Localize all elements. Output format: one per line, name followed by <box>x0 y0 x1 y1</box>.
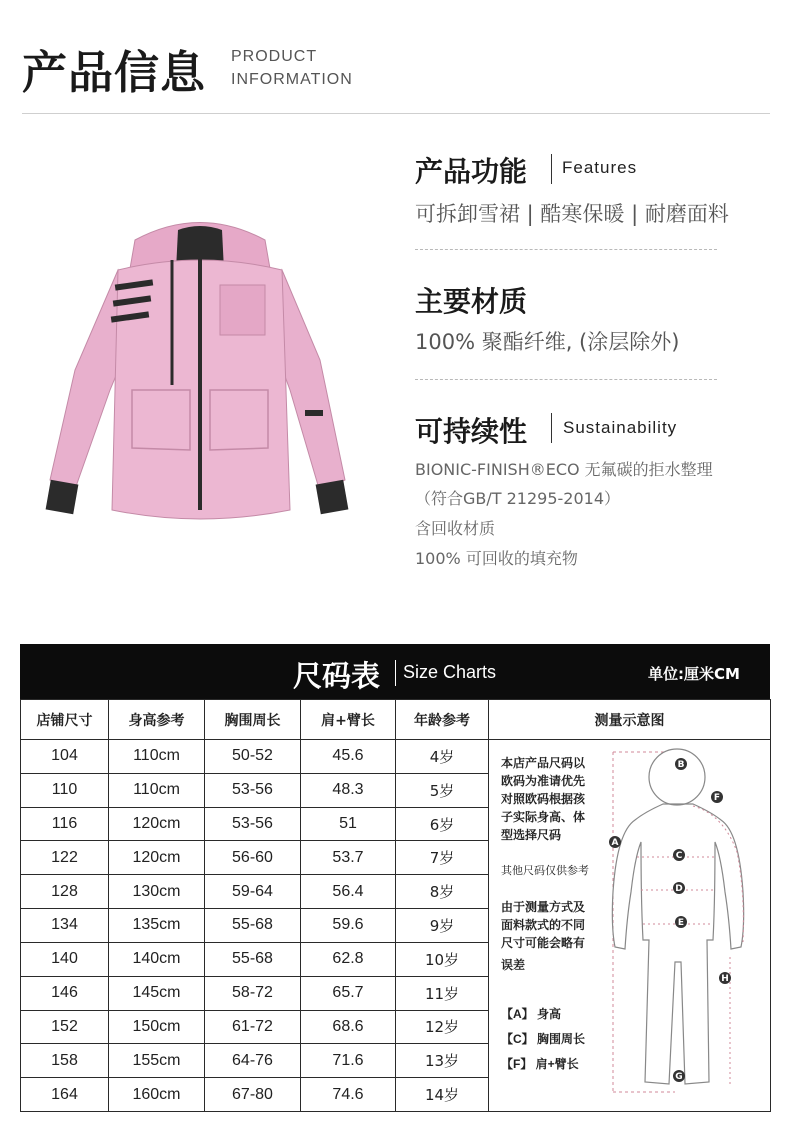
cell-age: 12岁 <box>396 1010 489 1044</box>
cell-age: 7岁 <box>396 841 489 875</box>
cell-size: 146 <box>21 976 109 1010</box>
diagram-note-line: 子实际身高、体 <box>501 810 586 824</box>
cell-height: 140cm <box>109 942 205 976</box>
cell-sleeve: 48.3 <box>301 773 396 807</box>
size-chart-title: 尺码表 <box>293 659 381 693</box>
cell-height: 110cm <box>109 740 205 774</box>
cell-sleeve: 62.8 <box>301 942 396 976</box>
cell-height: 135cm <box>109 909 205 943</box>
cell-size: 158 <box>21 1044 109 1078</box>
diagram-note-line: 由于测量方式及 <box>501 900 586 914</box>
cell-size: 122 <box>21 841 109 875</box>
size-chart-unit: 单位:厘米CM <box>648 665 740 683</box>
diagram-note-line: 误差 <box>501 958 526 972</box>
diagram-note-line: 本店产品尺码以 <box>501 756 586 770</box>
page-title-en <box>231 45 353 91</box>
marker-b-label: B <box>677 760 685 770</box>
cell-age: 13岁 <box>396 1044 489 1078</box>
legend-item: 【F】 肩+臂长 <box>501 1057 579 1071</box>
cell-sleeve: 59.6 <box>301 909 396 943</box>
size-table <box>20 699 771 1112</box>
col-header-size: 店铺尺寸 <box>21 700 109 740</box>
diagram-note-3 <box>501 898 585 974</box>
col-header-age: 年龄参考 <box>396 700 489 740</box>
diagram-note-line: 对照欧码根据孩 <box>501 792 586 806</box>
diagram-legend <box>501 1002 585 1077</box>
cell-age: 11岁 <box>396 976 489 1010</box>
cell-size: 104 <box>21 740 109 774</box>
marker-d-label: D <box>675 884 683 894</box>
marker-g-label: G <box>675 1072 683 1082</box>
cell-size: 134 <box>21 909 109 943</box>
cell-age: 9岁 <box>396 909 489 943</box>
cell-sleeve: 51 <box>301 807 396 841</box>
marker-h-label: H <box>721 974 729 984</box>
jacket-image <box>40 210 360 530</box>
sustainability-title: 可持续性 <box>415 415 528 448</box>
sustainability-line: 100% 可回收的填充物 <box>415 549 578 568</box>
col-header-chest: 胸围周长 <box>205 700 301 740</box>
cell-sleeve: 74.6 <box>301 1078 396 1112</box>
cell-height: 145cm <box>109 976 205 1010</box>
cell-age: 5岁 <box>396 773 489 807</box>
cell-size: 110 <box>21 773 109 807</box>
cell-chest: 64-76 <box>205 1044 301 1078</box>
marker-e-label: E <box>677 918 685 928</box>
size-chart-divider <box>395 660 396 686</box>
features-text: 可拆卸雪裙 | 酷寒保暖 | 耐磨面料 <box>415 202 729 226</box>
col-header-diagram: 测量示意图 <box>489 700 771 740</box>
legend-item: 【A】 身高 <box>501 1007 562 1021</box>
cell-height: 160cm <box>109 1078 205 1112</box>
features-divider <box>551 154 552 184</box>
cell-chest: 50-52 <box>205 740 301 774</box>
cell-chest: 55-68 <box>205 909 301 943</box>
marker-c-label: C <box>675 851 683 861</box>
page-title-en-line2: INFORMATION <box>231 71 353 88</box>
sustainability-divider <box>551 413 552 443</box>
cell-height: 150cm <box>109 1010 205 1044</box>
col-header-sleeve: 肩+臂长 <box>301 700 396 740</box>
cell-size: 140 <box>21 942 109 976</box>
cell-age: 6岁 <box>396 807 489 841</box>
cell-height: 120cm <box>109 841 205 875</box>
features-subtitle: Features <box>562 158 638 177</box>
sustainability-subtitle: Sustainability <box>563 418 678 437</box>
page-title-en-line1: PRODUCT <box>231 48 318 65</box>
cell-height: 130cm <box>109 875 205 909</box>
diagram-note-line: 尺寸可能会略有 <box>501 936 586 950</box>
sustainability-line: 含回收材质 <box>415 519 496 538</box>
diagram-note-2: 其他尺码仅供参考 <box>501 865 589 877</box>
size-chart-subtitle: Size Charts <box>403 662 497 682</box>
cell-age: 8岁 <box>396 875 489 909</box>
cell-sleeve: 65.7 <box>301 976 396 1010</box>
diagram-note-line: 欧码为准请优先 <box>501 774 586 788</box>
marker-f-label: F <box>713 793 721 803</box>
cell-chest: 67-80 <box>205 1078 301 1112</box>
header-divider <box>22 113 770 114</box>
cell-age: 10岁 <box>396 942 489 976</box>
cell-height: 120cm <box>109 807 205 841</box>
cell-chest: 53-56 <box>205 807 301 841</box>
diagram-note-line: 型选择尺码 <box>501 828 562 842</box>
cell-chest: 58-72 <box>205 976 301 1010</box>
cell-chest: 59-64 <box>205 875 301 909</box>
cell-size: 164 <box>21 1078 109 1112</box>
legend-item: 【C】 胸围周长 <box>501 1032 586 1046</box>
cell-sleeve: 53.7 <box>301 841 396 875</box>
features-title: 产品功能 <box>415 155 528 188</box>
material-title: 主要材质 <box>415 285 528 318</box>
sustainability-line: BIONIC-FINISH®ECO 无氟碳的拒水整理 <box>415 460 713 479</box>
body-outline-figure <box>605 742 767 1102</box>
cell-size: 128 <box>21 875 109 909</box>
cell-height: 155cm <box>109 1044 205 1078</box>
cell-age: 14岁 <box>396 1078 489 1112</box>
cell-chest: 61-72 <box>205 1010 301 1044</box>
sustainability-line: （符合GB/T 21295-2014） <box>415 489 621 508</box>
page-title: 产品信息 <box>22 46 207 99</box>
cell-size: 152 <box>21 1010 109 1044</box>
col-header-height: 身高参考 <box>109 700 205 740</box>
cell-chest: 55-68 <box>205 942 301 976</box>
measurement-diagram <box>489 740 771 1112</box>
dashed-divider <box>415 249 717 250</box>
table-header-row <box>21 700 771 740</box>
cell-sleeve: 71.6 <box>301 1044 396 1078</box>
diagram-note-1 <box>501 754 585 844</box>
diagram-note-line: 面料款式的不同 <box>501 918 586 932</box>
cell-size: 116 <box>21 807 109 841</box>
table-row <box>21 740 771 774</box>
cell-sleeve: 45.6 <box>301 740 396 774</box>
cell-age: 4岁 <box>396 740 489 774</box>
cell-chest: 53-56 <box>205 773 301 807</box>
cell-sleeve: 68.6 <box>301 1010 396 1044</box>
cell-height: 110cm <box>109 773 205 807</box>
marker-a-label: A <box>611 838 619 848</box>
cell-sleeve: 56.4 <box>301 875 396 909</box>
material-text: 100% 聚酯纤维, (涂层除外) <box>415 330 680 354</box>
dashed-divider <box>415 379 717 380</box>
cell-chest: 56-60 <box>205 841 301 875</box>
